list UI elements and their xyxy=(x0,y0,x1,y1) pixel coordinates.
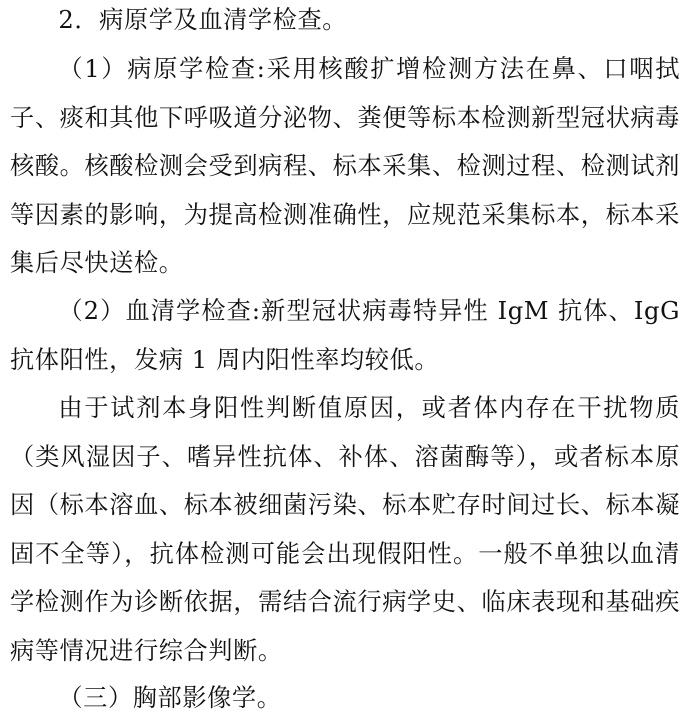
section-heading-pathogen-serology: 2．病原学及血清学检查。 xyxy=(58,6,348,34)
paragraph-false-positive-note: 由于试剂本身阳性判断值原因，或者体内存在干扰物质（类风湿因子、嗜异性抗体、补体、溶菌酶等），或者标本原因（标本溶血、标本被细菌污染、标本贮存时间过长、标本凝固不全等），抗体检测可能会出现假阳性。一般不单独以血清学检测作为诊断依据，需结合流行病学史、临床表现和基础疾病等情况进行综合判断。 xyxy=(10,394,680,665)
paragraph-serology-test: （2）血清学检查:新型冠状病毒特异性 IgM 抗体、IgG 抗体阳性，发病 1 周内阳性率均较低。 xyxy=(10,297,680,374)
section-heading-chest-imaging: （三）胸部影像学。 xyxy=(58,684,282,712)
paragraph-pathogen-test: （1）病原学检查:采用核酸扩增检测方法在鼻、口咽拭子、痰和其他下呼吸道分泌物、粪便等标本检测新型冠状病毒核酸。核酸检测会受到病程、标本采集、检测过程、检测试剂等因素的影响，为提高检测准确性，应规范采集标本，标本采集后尽快送检。 xyxy=(10,55,680,277)
